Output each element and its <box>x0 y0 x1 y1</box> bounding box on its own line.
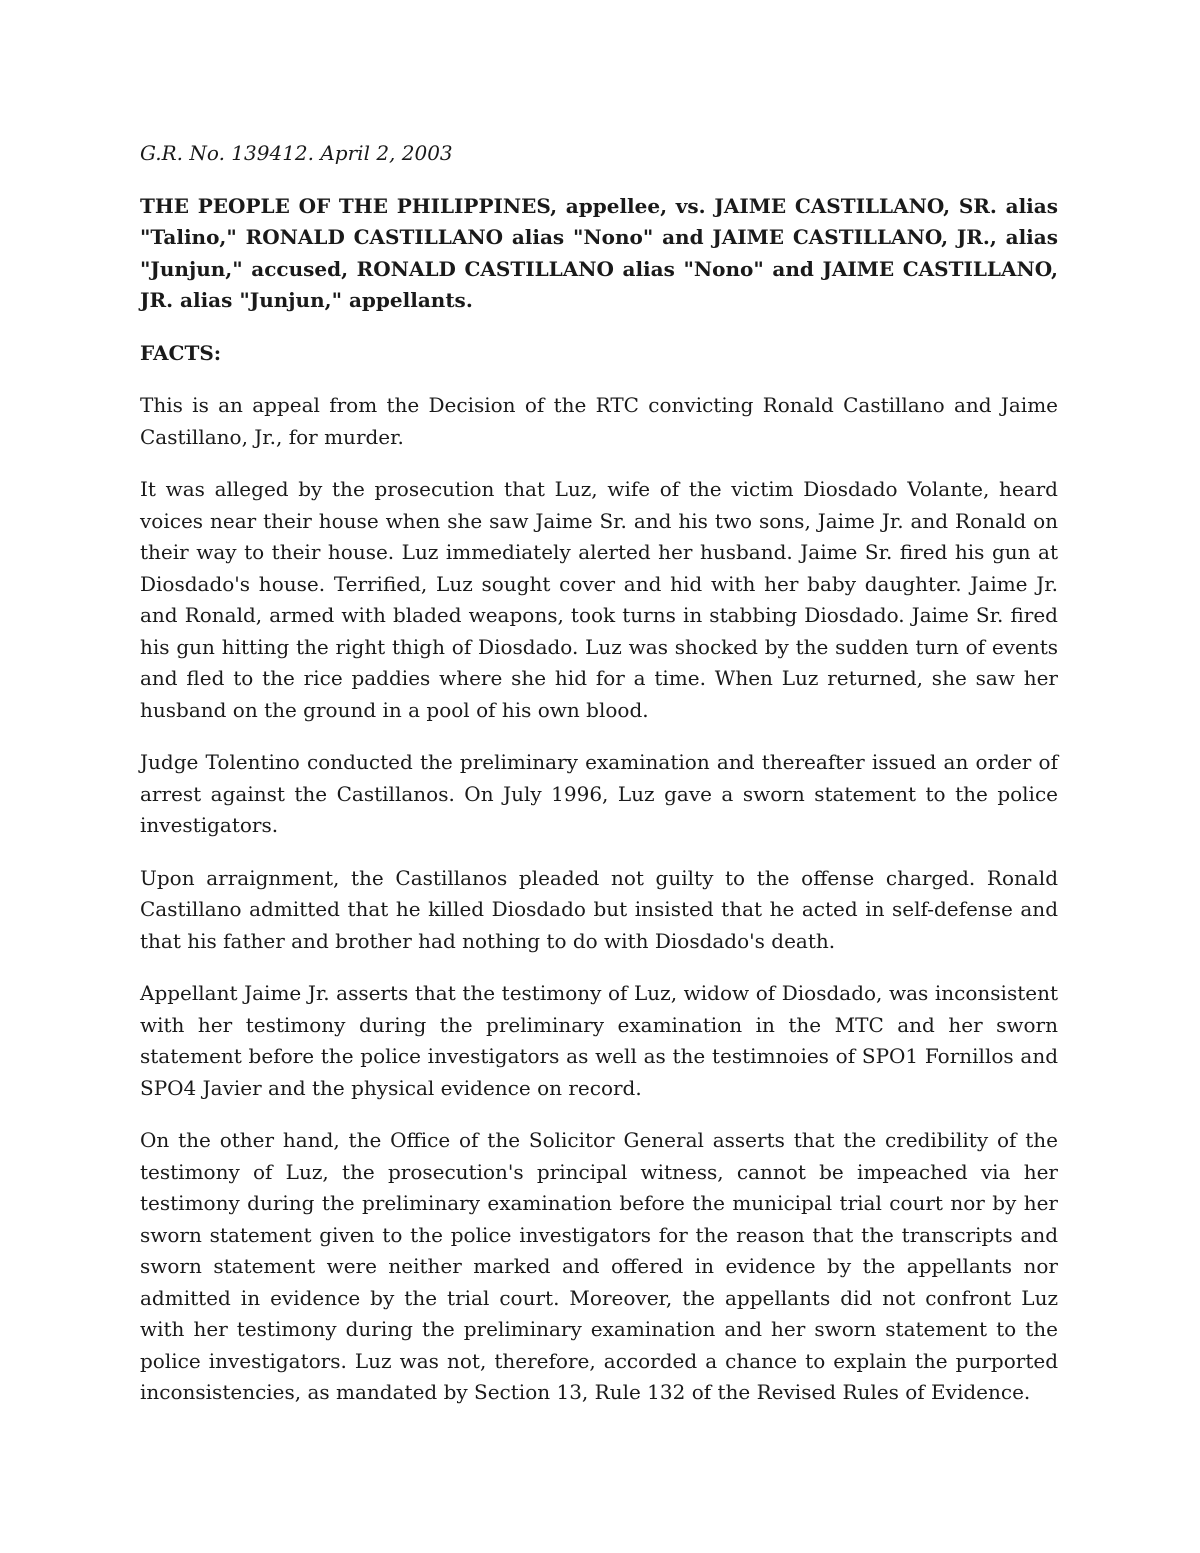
case-caption: THE PEOPLE OF THE PHILIPPINES, appellee, vs. JAIME CASTILLANO, SR. alias "Talino," RONALD CASTILLANO alias "Nono" and JAIME CASTILLANO, JR., alias "Junjun," accused, RONALD CASTILLANO alias "Nono" and JAIME CASTILLANO, JR. alias "Junjun," appellants. <box>140 193 1058 312</box>
document-page <box>140 138 1058 1430</box>
paragraph: On the other hand, the Office of the Solicitor General asserts that the credibility of the testimony of Luz, the prosecution's principal witness, cannot be impeached via her testimony during the preliminary examination before the municipal trial court nor by her sworn statement given to the police investigators for the reason that the transcripts and sworn statement were neither marked and offered in evidence by the appellants nor admitted in evidence by the trial court. Moreover, the appellants did not confront Luz with her testimony during the preliminary examination and her sworn statement to the police investigators. Luz was not, therefore, accorded a chance to explain the purported inconsistencies, as mandated by Section 13, Rule 132 of the Revised Rules of Evidence. <box>140 1128 1058 1404</box>
case-citation: G.R. No. 139412. April 2, 2003 <box>140 141 453 165</box>
paragraph: Judge Tolentino conducted the preliminary examination and thereafter issued an order of arrest against the Castillanos. On July 1996, Luz gave a sworn statement to the police investigators. <box>140 750 1058 837</box>
paragraph: Upon arraignment, the Castillanos pleaded not guilty to the offense charged. Ronald Castillano admitted that he killed Diosdado but insisted that he acted in self-defense and that his father and brother had nothing to do with Diosdado's death. <box>140 865 1058 953</box>
paragraph: This is an appeal from the Decision of the RTC convicting Ronald Castillano and Jaime Castillano, Jr., for murder. <box>140 393 1058 449</box>
section-heading: FACTS: <box>140 340 222 365</box>
paragraph: It was alleged by the prosecution that Luz, wife of the victim Diosdado Volante, heard voices near their house when she saw Jaime Sr. and his two sons, Jaime Jr. and Ronald on their way to their house. Luz immediately alerted her husband. Jaime Sr. fired his gun at Diosdado's house. Terrified, Luz sought cover and hid with her baby daughter. Jaime Jr. and Ronald, armed with bladed weapons, took turns in stabbing Diosdado. Jaime Sr. fired his gun hitting the right thigh of Diosdado. Luz was shocked by the sudden turn of events and fled to the rice paddies where she hid for a time. When Luz returned, she saw her husband on the ground in a pool of his own blood. <box>140 477 1058 722</box>
paragraph: Appellant Jaime Jr. asserts that the testimony of Luz, widow of Diosdado, was inconsistent with her testimony during the preliminary examination in the MTC and her sworn statement before the police investigators as well as the testimnoies of SPO1 Fornillos and SPO4 Javier and the physical evidence on record. <box>140 981 1058 1100</box>
